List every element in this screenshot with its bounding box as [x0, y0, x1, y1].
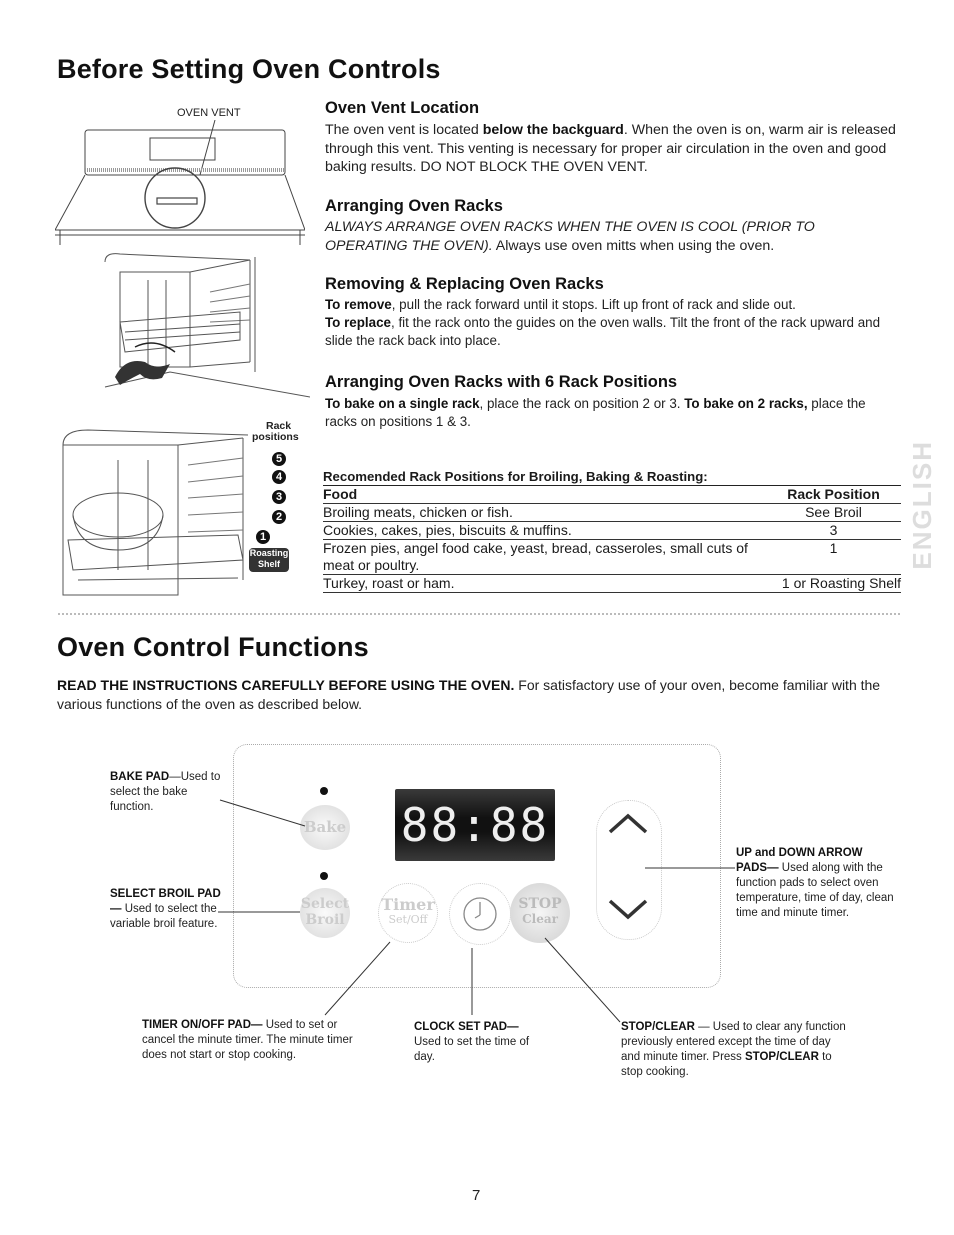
arranging-racks-heading: Arranging Oven Racks	[325, 197, 503, 215]
single-rack-bold: To bake on a single rack	[325, 396, 480, 411]
timer-pad-line2: Set/Off	[388, 913, 428, 926]
stop-callout-text-2: to stop cooking.	[621, 1051, 832, 1078]
table-row	[323, 540, 901, 575]
table-header-position: Rack Position	[787, 486, 880, 502]
stop-callout-text: — Used to clear any function previously entered except the time of day and minute timer. Press	[621, 1021, 846, 1063]
two-racks-bold: To bake on 2 racks,	[684, 396, 808, 411]
table-caption-row	[323, 468, 901, 486]
oven-control-intro	[57, 676, 902, 713]
to-replace-bold: To replace	[325, 315, 391, 330]
oven-vent-text-1: The oven vent is located	[325, 122, 483, 138]
removing-rack-illustration	[100, 252, 310, 402]
rack-positions-illustration	[58, 420, 298, 600]
oven-vent-bold: below the backguard	[482, 122, 624, 138]
section-title-before-setting: Before Setting Oven Controls	[57, 54, 441, 84]
table-header-food: Food	[323, 486, 358, 502]
table-cell-food: Frozen pies, angel food cake, yeast, bread, casseroles, small cuts of meat or poultry.	[323, 540, 748, 573]
removing-racks-heading: Removing & Replacing Oven Racks	[325, 275, 604, 293]
table-caption: Recomended Rack Positions for Broiling, Baking & Roasting:	[323, 469, 708, 484]
clock-set-pad[interactable]	[449, 883, 511, 945]
table-row	[323, 504, 901, 522]
removing-racks-paragraph	[325, 296, 900, 350]
bake-pad[interactable]: Bake	[300, 805, 350, 850]
intro-bold: READ THE INSTRUCTIONS CAREFULLY BEFORE USING THE OVEN.	[57, 677, 515, 693]
timer-callout-bold: TIMER ON/OFF PAD—	[142, 1019, 263, 1031]
broil-callout-text: Used to select the variable broil feature.	[110, 903, 218, 930]
to-remove-text: , pull the rack forward until it stops. Lift up front of rack and slide out.	[391, 297, 796, 312]
table-cell-position: 3	[829, 522, 838, 538]
timer-pad-line1: Timer	[381, 895, 435, 914]
arranging-racks-text: Always use oven mitts when using the oven.	[492, 237, 775, 254]
oven-vent-illustration	[55, 120, 305, 250]
roasting-shelf-line2: Shelf	[257, 559, 280, 569]
roasting-shelf-badge	[249, 548, 289, 572]
oven-vent-text-2: . When the oven is on, warm air is released through this vent. This venting is necessary for proper air circulation in the oven and good baking results. DO NOT BLOCK THE OVEN VENT.	[325, 122, 896, 175]
two-racks-text: place the racks on positions 1 & 3.	[325, 396, 866, 429]
section-title-oven-control: Oven Control Functions	[57, 632, 369, 662]
bake-indicator-light	[320, 787, 328, 795]
arranging-racks-paragraph	[325, 218, 900, 255]
arrows-callout-bold: UP and DOWN ARROW PADS—	[736, 847, 863, 874]
arranging-racks-italic: ALWAYS ARRANGE OVEN RACKS WHEN THE OVEN IS COOL (PRIOR TO OPERATING THE OVEN).	[325, 219, 815, 254]
up-arrow-icon[interactable]	[604, 810, 652, 840]
down-arrow-icon[interactable]	[604, 895, 652, 925]
select-broil-line2: Broil	[305, 912, 345, 928]
select-broil-pad[interactable]	[300, 888, 350, 938]
rack-position-4-badge: 4	[272, 470, 286, 484]
table-cell-food: Cookies, cakes, pies, biscuits & muffins.	[323, 522, 572, 538]
table-cell-food: Broiling meats, chicken or fish.	[323, 504, 513, 520]
stop-pad-line2: Clear	[522, 912, 558, 926]
to-replace-text: , fit the rack onto the guides on the oven walls. Tilt the front of the rack upward and slide the rack back into place.	[325, 315, 881, 348]
broil-indicator-light	[320, 872, 328, 880]
six-rack-heading: Arranging Oven Racks with 6 Rack Positions	[325, 373, 678, 391]
six-rack-paragraph	[325, 395, 900, 431]
clock-icon	[450, 884, 510, 944]
rack-positions-table	[323, 468, 901, 593]
section-divider	[58, 613, 900, 615]
page-number: 7	[472, 1187, 481, 1204]
arrows-callout-text: Used along with the function pads to select oven temperature, time of day, clean time and minute timer.	[736, 862, 894, 919]
stop-clear-pad[interactable]	[510, 883, 570, 943]
single-rack-text: , place the rack on position 2 or 3.	[479, 396, 685, 411]
bake-pad-callout	[110, 770, 230, 815]
to-remove-bold: To remove	[325, 297, 392, 312]
rack-position-5-badge: 5	[272, 452, 286, 466]
stop-pad-line1: STOP	[518, 896, 562, 912]
table-cell-position: 1 or Roasting Shelf	[781, 575, 901, 591]
roasting-shelf-line1: Roasting	[249, 548, 289, 558]
clock-callout-text: Used to set the time of day.	[414, 1036, 530, 1063]
clock-callout-bold: CLOCK SET PAD—	[414, 1021, 519, 1033]
table-cell-position: 1	[829, 540, 838, 556]
clock-display: 88:88	[395, 789, 555, 861]
rack-position-1-badge: 1	[256, 530, 270, 544]
rack-label-line1: Rack	[266, 420, 292, 432]
clock-pad-callout	[414, 1020, 539, 1065]
timer-on-off-pad[interactable]	[378, 883, 438, 943]
table-cell-food: Turkey, roast or ham.	[323, 575, 455, 591]
timer-pad-callout	[142, 1018, 367, 1063]
table-row	[323, 522, 901, 540]
stop-callout-bold-2: STOP/CLEAR	[745, 1051, 819, 1063]
stop-callout-bold: STOP/CLEAR	[621, 1021, 695, 1033]
oven-vent-heading: Oven Vent Location	[325, 99, 480, 117]
oven-vent-paragraph	[325, 121, 900, 177]
oven-vent-label: OVEN VENT	[177, 107, 241, 119]
table-row	[323, 575, 901, 593]
arrow-pads-callout	[736, 846, 896, 921]
select-broil-callout	[110, 887, 225, 932]
intro-text: For satisfactory use of your oven, become familiar with the various functions of the oven as described below.	[57, 677, 881, 712]
select-broil-line1: Select	[300, 896, 350, 912]
bake-callout-bold: BAKE PAD	[110, 771, 170, 783]
rack-position-2-badge: 2	[272, 510, 286, 524]
bake-callout-text: —Used to select the bake function.	[110, 771, 221, 813]
language-tab-english: ENGLISH	[907, 440, 937, 570]
table-cell-position: See Broil	[805, 504, 862, 520]
stop-clear-callout	[621, 1020, 851, 1080]
broil-callout-bold: SELECT BROIL PAD—	[110, 888, 221, 915]
table-header-row	[323, 486, 901, 504]
rack-label-line2: positions	[252, 431, 299, 443]
rack-position-3-badge: 3	[272, 490, 286, 504]
timer-callout-text: Used to set or cancel the minute timer. The minute timer does not start or stop cooking.	[142, 1019, 353, 1061]
